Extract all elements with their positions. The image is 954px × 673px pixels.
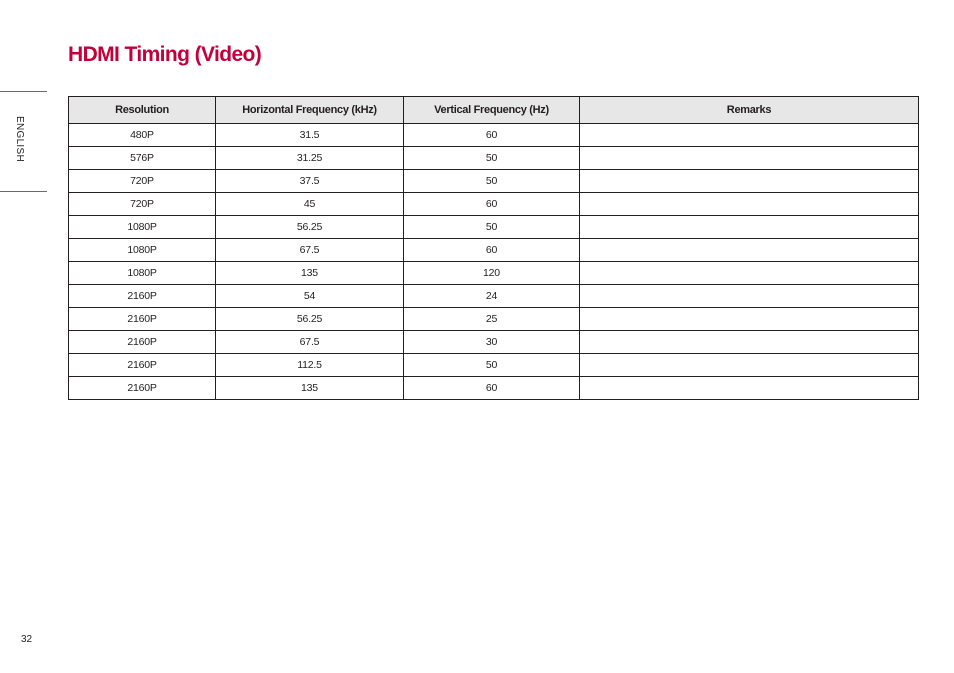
remarks-cell	[580, 147, 919, 170]
horizontal-frequency-cell: 112.5	[216, 354, 404, 377]
horizontal-frequency-cell: 67.5	[216, 239, 404, 262]
vertical-frequency-cell: 30	[404, 331, 580, 354]
resolution-cell: 2160P	[69, 331, 216, 354]
horizontal-frequency-cell: 31.25	[216, 147, 404, 170]
remarks-cell	[580, 262, 919, 285]
header-vertical-frequency: Vertical Frequency (Hz)	[404, 97, 580, 124]
horizontal-frequency-cell: 45	[216, 193, 404, 216]
table-header-row	[69, 97, 919, 124]
remarks-cell	[580, 170, 919, 193]
table-body	[69, 124, 919, 400]
table-row	[69, 308, 919, 331]
page-title: HDMI Timing (Video)	[68, 43, 262, 66]
resolution-cell: 576P	[69, 147, 216, 170]
vertical-frequency-cell: 50	[404, 216, 580, 239]
horizontal-frequency-cell: 31.5	[216, 124, 404, 147]
vertical-frequency-cell: 60	[404, 377, 580, 400]
table-row	[69, 124, 919, 147]
horizontal-frequency-cell: 67.5	[216, 331, 404, 354]
header-horizontal-frequency: Horizontal Frequency (kHz)	[216, 97, 404, 124]
vertical-frequency-cell: 50	[404, 354, 580, 377]
vertical-frequency-cell: 24	[404, 285, 580, 308]
resolution-cell: 480P	[69, 124, 216, 147]
table-row	[69, 147, 919, 170]
resolution-cell: 1080P	[69, 239, 216, 262]
remarks-cell	[580, 308, 919, 331]
resolution-cell: 720P	[69, 170, 216, 193]
remarks-cell	[580, 216, 919, 239]
header-remarks: Remarks	[580, 97, 919, 124]
remarks-cell	[580, 331, 919, 354]
vertical-frequency-cell: 50	[404, 147, 580, 170]
table-row	[69, 285, 919, 308]
table-row	[69, 216, 919, 239]
table-row	[69, 262, 919, 285]
side-rule-bottom	[0, 191, 47, 192]
vertical-frequency-cell: 60	[404, 193, 580, 216]
header-resolution: Resolution	[69, 97, 216, 124]
table-row	[69, 377, 919, 400]
remarks-cell	[580, 285, 919, 308]
horizontal-frequency-cell: 135	[216, 377, 404, 400]
remarks-cell	[580, 354, 919, 377]
vertical-frequency-cell: 60	[404, 239, 580, 262]
remarks-cell	[580, 239, 919, 262]
table-row	[69, 354, 919, 377]
vertical-frequency-cell: 25	[404, 308, 580, 331]
remarks-cell	[580, 193, 919, 216]
vertical-frequency-cell: 120	[404, 262, 580, 285]
horizontal-frequency-cell: 56.25	[216, 216, 404, 239]
table-row	[69, 193, 919, 216]
resolution-cell: 2160P	[69, 285, 216, 308]
table-row	[69, 239, 919, 262]
resolution-cell: 2160P	[69, 308, 216, 331]
table-row	[69, 331, 919, 354]
remarks-cell	[580, 377, 919, 400]
page-number: 32	[21, 634, 33, 645]
remarks-cell	[580, 124, 919, 147]
resolution-cell: 720P	[69, 193, 216, 216]
language-label: ENGLISH	[14, 116, 25, 163]
resolution-cell: 1080P	[69, 262, 216, 285]
hdmi-timing-table	[68, 96, 919, 400]
resolution-cell: 2160P	[69, 354, 216, 377]
horizontal-frequency-cell: 135	[216, 262, 404, 285]
vertical-frequency-cell: 50	[404, 170, 580, 193]
horizontal-frequency-cell: 56.25	[216, 308, 404, 331]
resolution-cell: 2160P	[69, 377, 216, 400]
side-rule-top	[0, 91, 47, 92]
horizontal-frequency-cell: 37.5	[216, 170, 404, 193]
horizontal-frequency-cell: 54	[216, 285, 404, 308]
vertical-frequency-cell: 60	[404, 124, 580, 147]
resolution-cell: 1080P	[69, 216, 216, 239]
table-row	[69, 170, 919, 193]
